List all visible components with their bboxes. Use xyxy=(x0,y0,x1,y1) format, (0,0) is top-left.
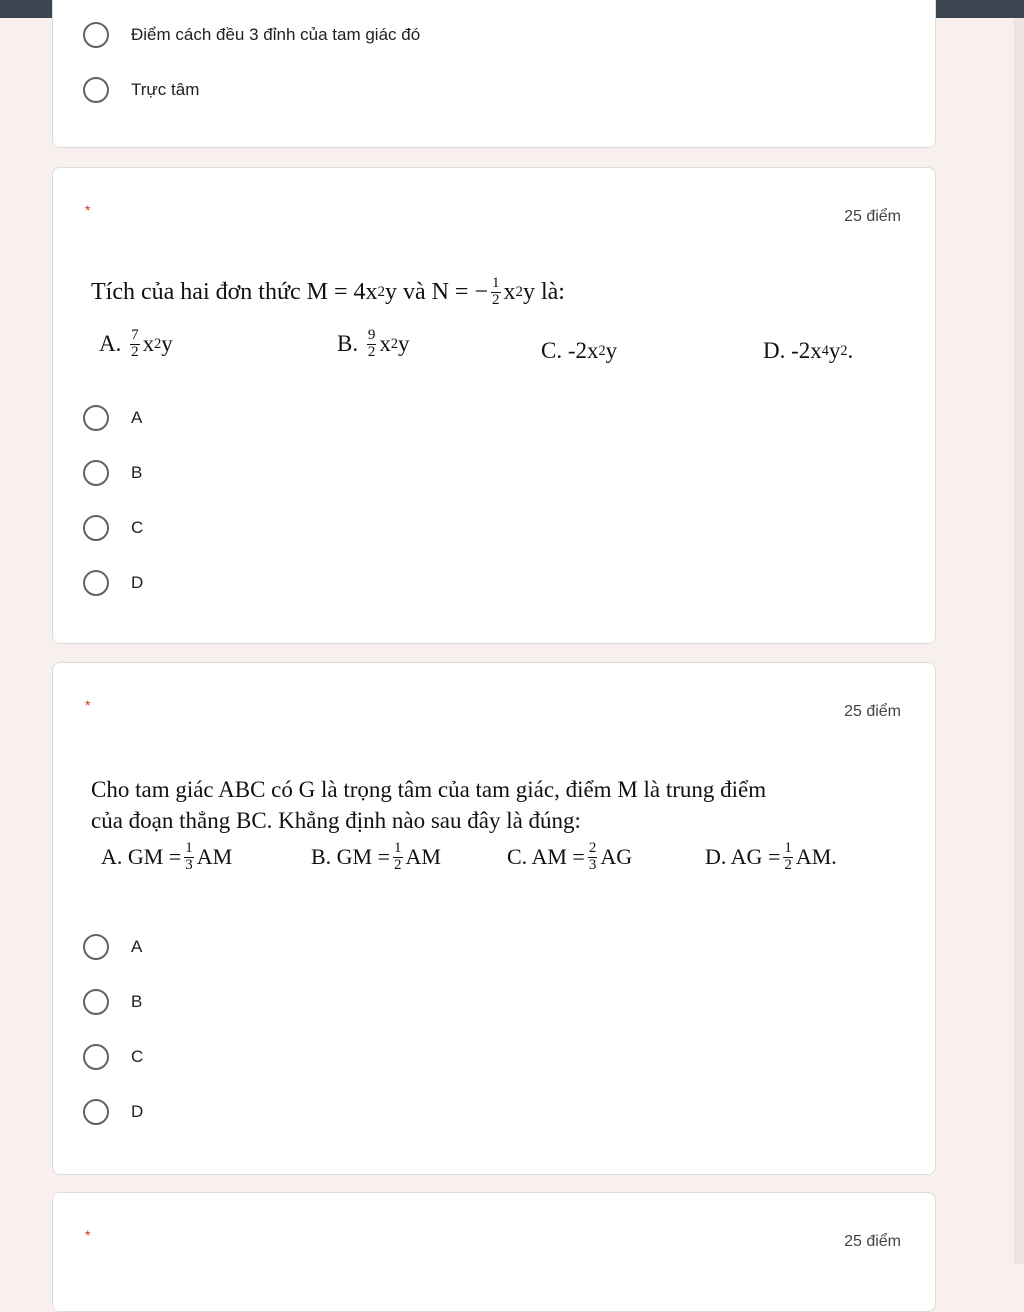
question-text-line-1: Cho tam giác ABC có G là trọng tâm của tam giác, điểm M là trung điểm xyxy=(91,777,767,802)
variable: x xyxy=(379,331,391,357)
radio-button[interactable] xyxy=(83,570,109,596)
option-label: A xyxy=(131,937,143,956)
variable: y xyxy=(397,331,410,357)
fraction xyxy=(393,841,403,874)
choice-text: C. -2x xyxy=(541,338,599,363)
choice-d-text: D. -2x 4 y 2 . xyxy=(763,338,854,363)
option-label: D xyxy=(131,573,144,592)
denominator: 3 xyxy=(588,856,597,873)
choice-b-text: B. $\frac{9}{2}$ x 2 y xyxy=(337,327,410,360)
variable: x xyxy=(142,331,155,357)
radio-button[interactable] xyxy=(83,989,109,1015)
choice-b-text xyxy=(311,841,441,874)
option-label: A xyxy=(131,408,143,427)
choice-c-text: C. -2x 2 y xyxy=(541,338,618,363)
choice-c-text xyxy=(507,841,632,874)
points-label: 25 điểm xyxy=(844,1233,901,1250)
numerator: 2 xyxy=(588,840,597,856)
fraction xyxy=(184,841,194,874)
question-text-part: x xyxy=(503,278,516,305)
option-c[interactable] xyxy=(83,514,143,542)
fraction xyxy=(367,328,377,361)
radio-button[interactable] xyxy=(83,22,109,48)
numerator: 7 xyxy=(131,327,139,343)
radio-button[interactable] xyxy=(83,515,109,541)
variable: y xyxy=(828,338,841,363)
numerator: 1 xyxy=(185,840,193,856)
required-asterisk: * xyxy=(85,1227,91,1243)
denominator: 2 xyxy=(784,856,792,873)
numerator: 1 xyxy=(492,275,500,291)
fraction xyxy=(491,276,501,309)
option-a[interactable] xyxy=(83,933,142,961)
choice-text: D. -2x xyxy=(763,338,822,363)
option-label: B xyxy=(131,992,143,1011)
option-d[interactable] xyxy=(83,1098,143,1126)
choice-a-text: A. $\frac{7}{2}$ x 2 y xyxy=(99,327,173,360)
option-b[interactable] xyxy=(83,459,142,487)
question-text: Tích của hai đơn thức M = 4x 2 y và N = − $\frac{1}{2}$ x 2 y là: xyxy=(91,275,565,308)
scrollbar-track[interactable] xyxy=(1014,18,1024,1264)
points-label: 25 điểm xyxy=(844,208,901,225)
radio-button[interactable] xyxy=(83,1099,109,1125)
choice-text: AM xyxy=(196,844,233,870)
option-label: C xyxy=(131,1047,144,1066)
option-b[interactable] xyxy=(83,988,142,1016)
choice-text: AG xyxy=(600,844,633,870)
choice-text: D. AG = xyxy=(705,844,781,870)
variable: y xyxy=(605,338,618,363)
option-label: Điểm cách đều 3 đỉnh của tam giác đó xyxy=(131,25,421,44)
option-a[interactable] xyxy=(83,404,142,432)
numerator: 1 xyxy=(784,840,792,856)
question-text-part: Tích của hai đơn thức M = 4x xyxy=(91,278,378,305)
denominator: 2 xyxy=(367,343,376,360)
choice-a-text xyxy=(101,841,232,874)
denominator: 3 xyxy=(185,856,193,873)
required-asterisk: * xyxy=(85,202,91,218)
denominator: 2 xyxy=(394,856,402,873)
choice-text: C. AM = xyxy=(507,844,585,870)
fraction xyxy=(783,841,793,874)
choice-prefix: A. xyxy=(99,331,122,357)
choice-text: AM xyxy=(405,844,441,870)
choice-text: AM. xyxy=(795,844,837,870)
option-label: Trực tâm xyxy=(131,80,200,99)
numerator: 9 xyxy=(367,327,376,343)
option-d[interactable] xyxy=(83,569,143,597)
fraction xyxy=(588,841,598,874)
option-label: D xyxy=(131,1102,144,1121)
option-orthocenter[interactable] xyxy=(83,76,199,104)
option-label: B xyxy=(131,463,143,482)
choice-text: A. GM = xyxy=(101,844,182,870)
question-text-part: y là: xyxy=(522,278,565,305)
question-card-previous xyxy=(52,0,936,148)
variable: y xyxy=(161,331,173,357)
required-asterisk: * xyxy=(85,697,91,713)
radio-button[interactable] xyxy=(83,460,109,486)
option-equidistant[interactable] xyxy=(83,21,420,49)
question-card-2 xyxy=(52,662,936,1175)
radio-button[interactable] xyxy=(83,405,109,431)
option-c[interactable] xyxy=(83,1043,143,1071)
choice-text: B. GM = xyxy=(311,844,391,870)
radio-button[interactable] xyxy=(83,1044,109,1070)
numerator: 1 xyxy=(394,840,402,856)
question-text-part: y và N = − xyxy=(384,278,488,305)
radio-button[interactable] xyxy=(83,77,109,103)
fraction xyxy=(130,328,140,361)
denominator: 2 xyxy=(131,343,139,360)
choice-d-text xyxy=(705,841,837,874)
question-text-line-2: của đoạn thẳng BC. Khẳng định nào sau đây là đúng: xyxy=(91,808,581,833)
points-label: 25 điểm xyxy=(844,703,901,720)
punctuation: . xyxy=(847,338,854,363)
denominator: 2 xyxy=(492,291,500,308)
question-card-1 xyxy=(52,167,936,644)
option-label: C xyxy=(131,518,144,537)
radio-button[interactable] xyxy=(83,934,109,960)
choice-prefix: B. xyxy=(337,331,359,357)
question-card-3 xyxy=(52,1192,936,1312)
